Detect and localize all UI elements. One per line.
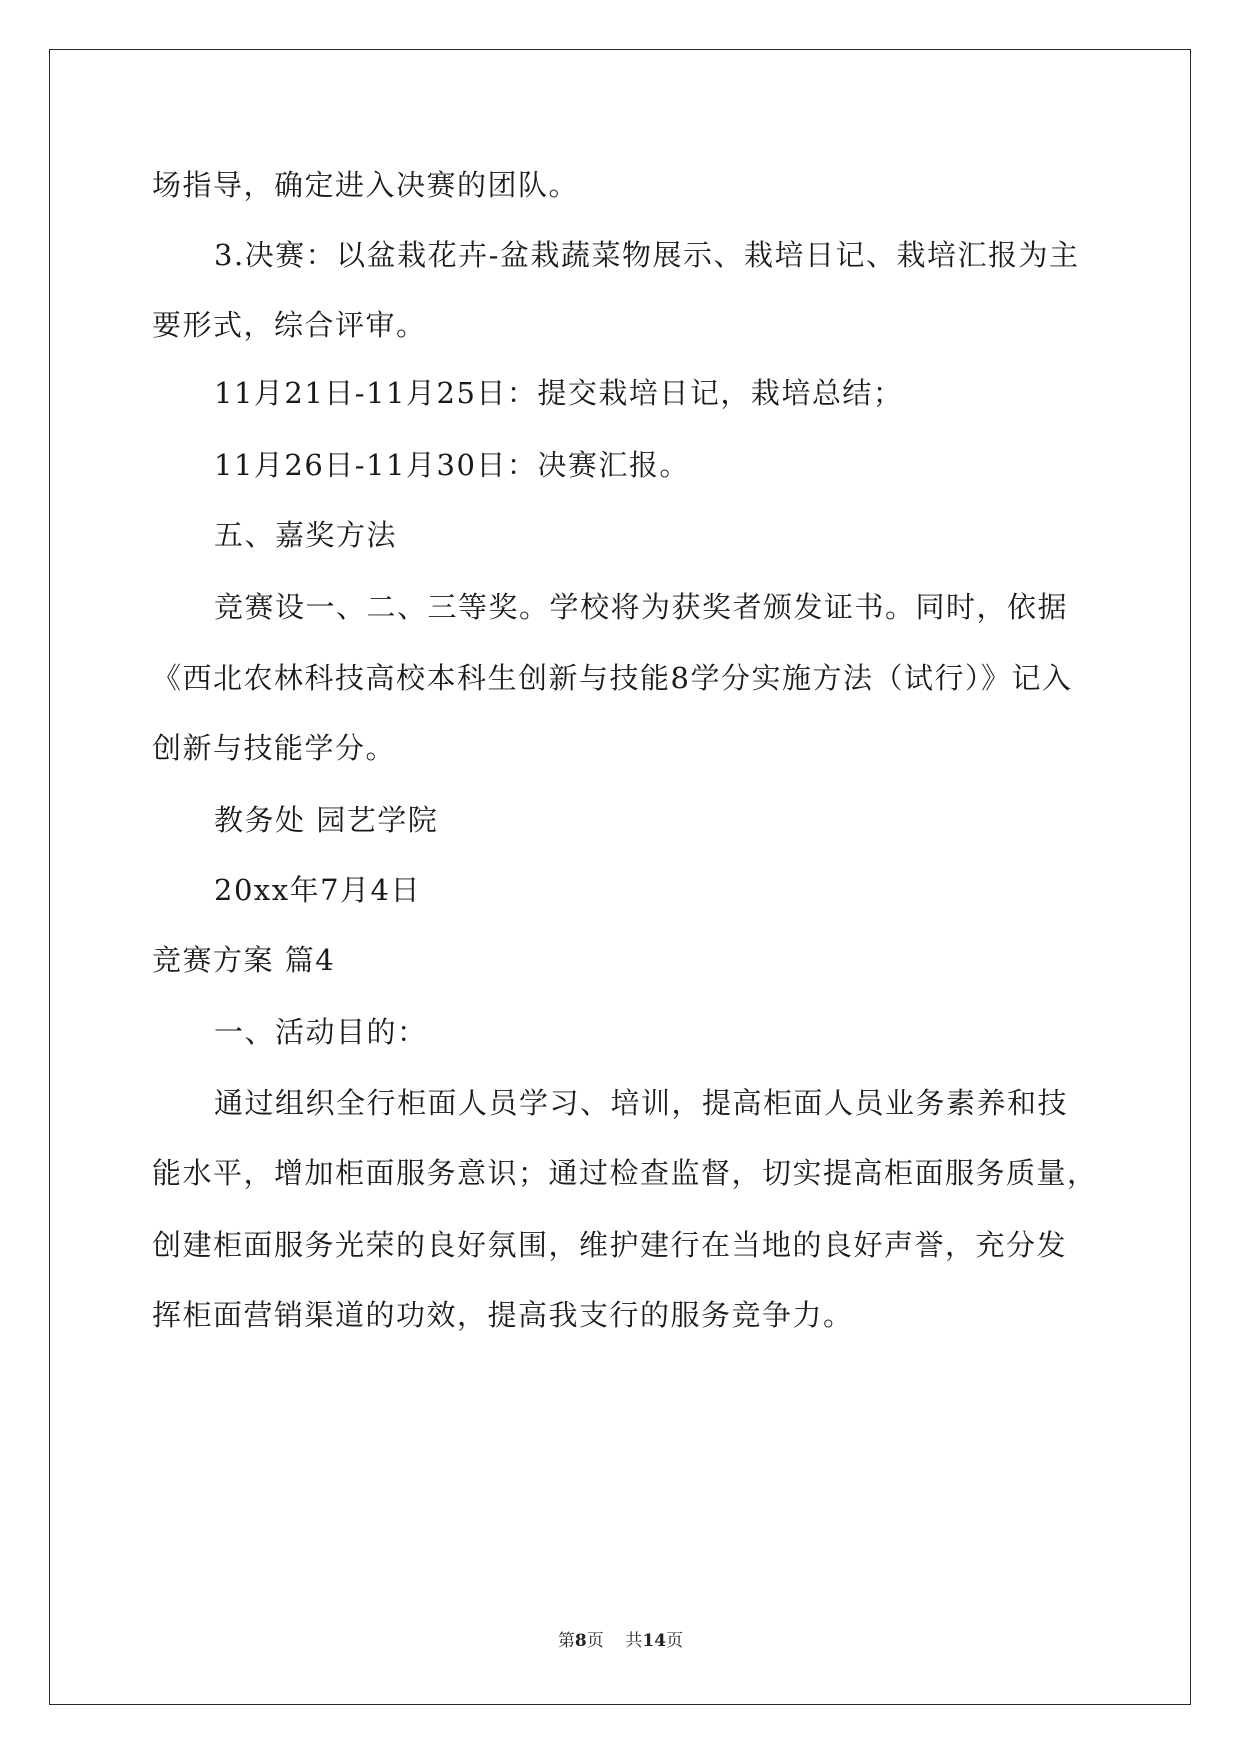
signature-line: 教务处 园艺学院: [214, 803, 439, 837]
page-footer: [0, 1626, 1241, 1651]
chapter-title: 竞赛方案 篇4: [152, 943, 336, 977]
total-pages-number: 14: [642, 1631, 667, 1651]
text-line: 创建柜面服务光荣的良好氛围，维护建行在当地的良好声誉，充分发: [152, 1228, 1068, 1262]
text-line: 11月26日-11月30日：决赛汇报。: [214, 448, 690, 482]
footer-page-word: 页: [586, 1631, 604, 1651]
text-line: 场指导，确定进入决赛的团队。: [152, 168, 580, 202]
text-line: 11月21日-11月25日：提交栽培日记，栽培总结；: [214, 376, 904, 410]
footer-prefix: 第: [557, 1631, 575, 1651]
footer-total-suffix: 页: [666, 1631, 684, 1651]
text-line: 竞赛设一、二、三等奖。学校将为获奖者颁发证书。同时，依据: [214, 590, 1069, 624]
text-line: 通过组织全行柜面人员学习、培训，提高柜面人员业务素养和技: [214, 1086, 1069, 1120]
text-line: 《西北农林科技高校本科生创新与技能8学分实施方法（试行）》记入: [152, 661, 1073, 695]
text-line: 创新与技能学分。: [152, 731, 397, 765]
date-line: 20xx年7月4日: [214, 873, 422, 907]
text-line: 能水平，增加柜面服务意识；通过检查监督，切实提高柜面服务质量，: [152, 1156, 1098, 1190]
text-line: 挥柜面营销渠道的功效，提高我支行的服务竞争力。: [152, 1298, 854, 1332]
section-heading: 一、活动目的：: [214, 1015, 428, 1049]
footer-total-prefix: 共: [625, 1631, 643, 1651]
text-line: 要形式，综合评审。: [152, 308, 427, 342]
section-heading: 五、嘉奖方法: [214, 518, 398, 552]
text-line: 3.决赛：以盆栽花卉-盆栽蔬菜物展示、栽培日记、栽培汇报为主: [214, 238, 1080, 272]
current-page-number: 8: [574, 1631, 587, 1651]
